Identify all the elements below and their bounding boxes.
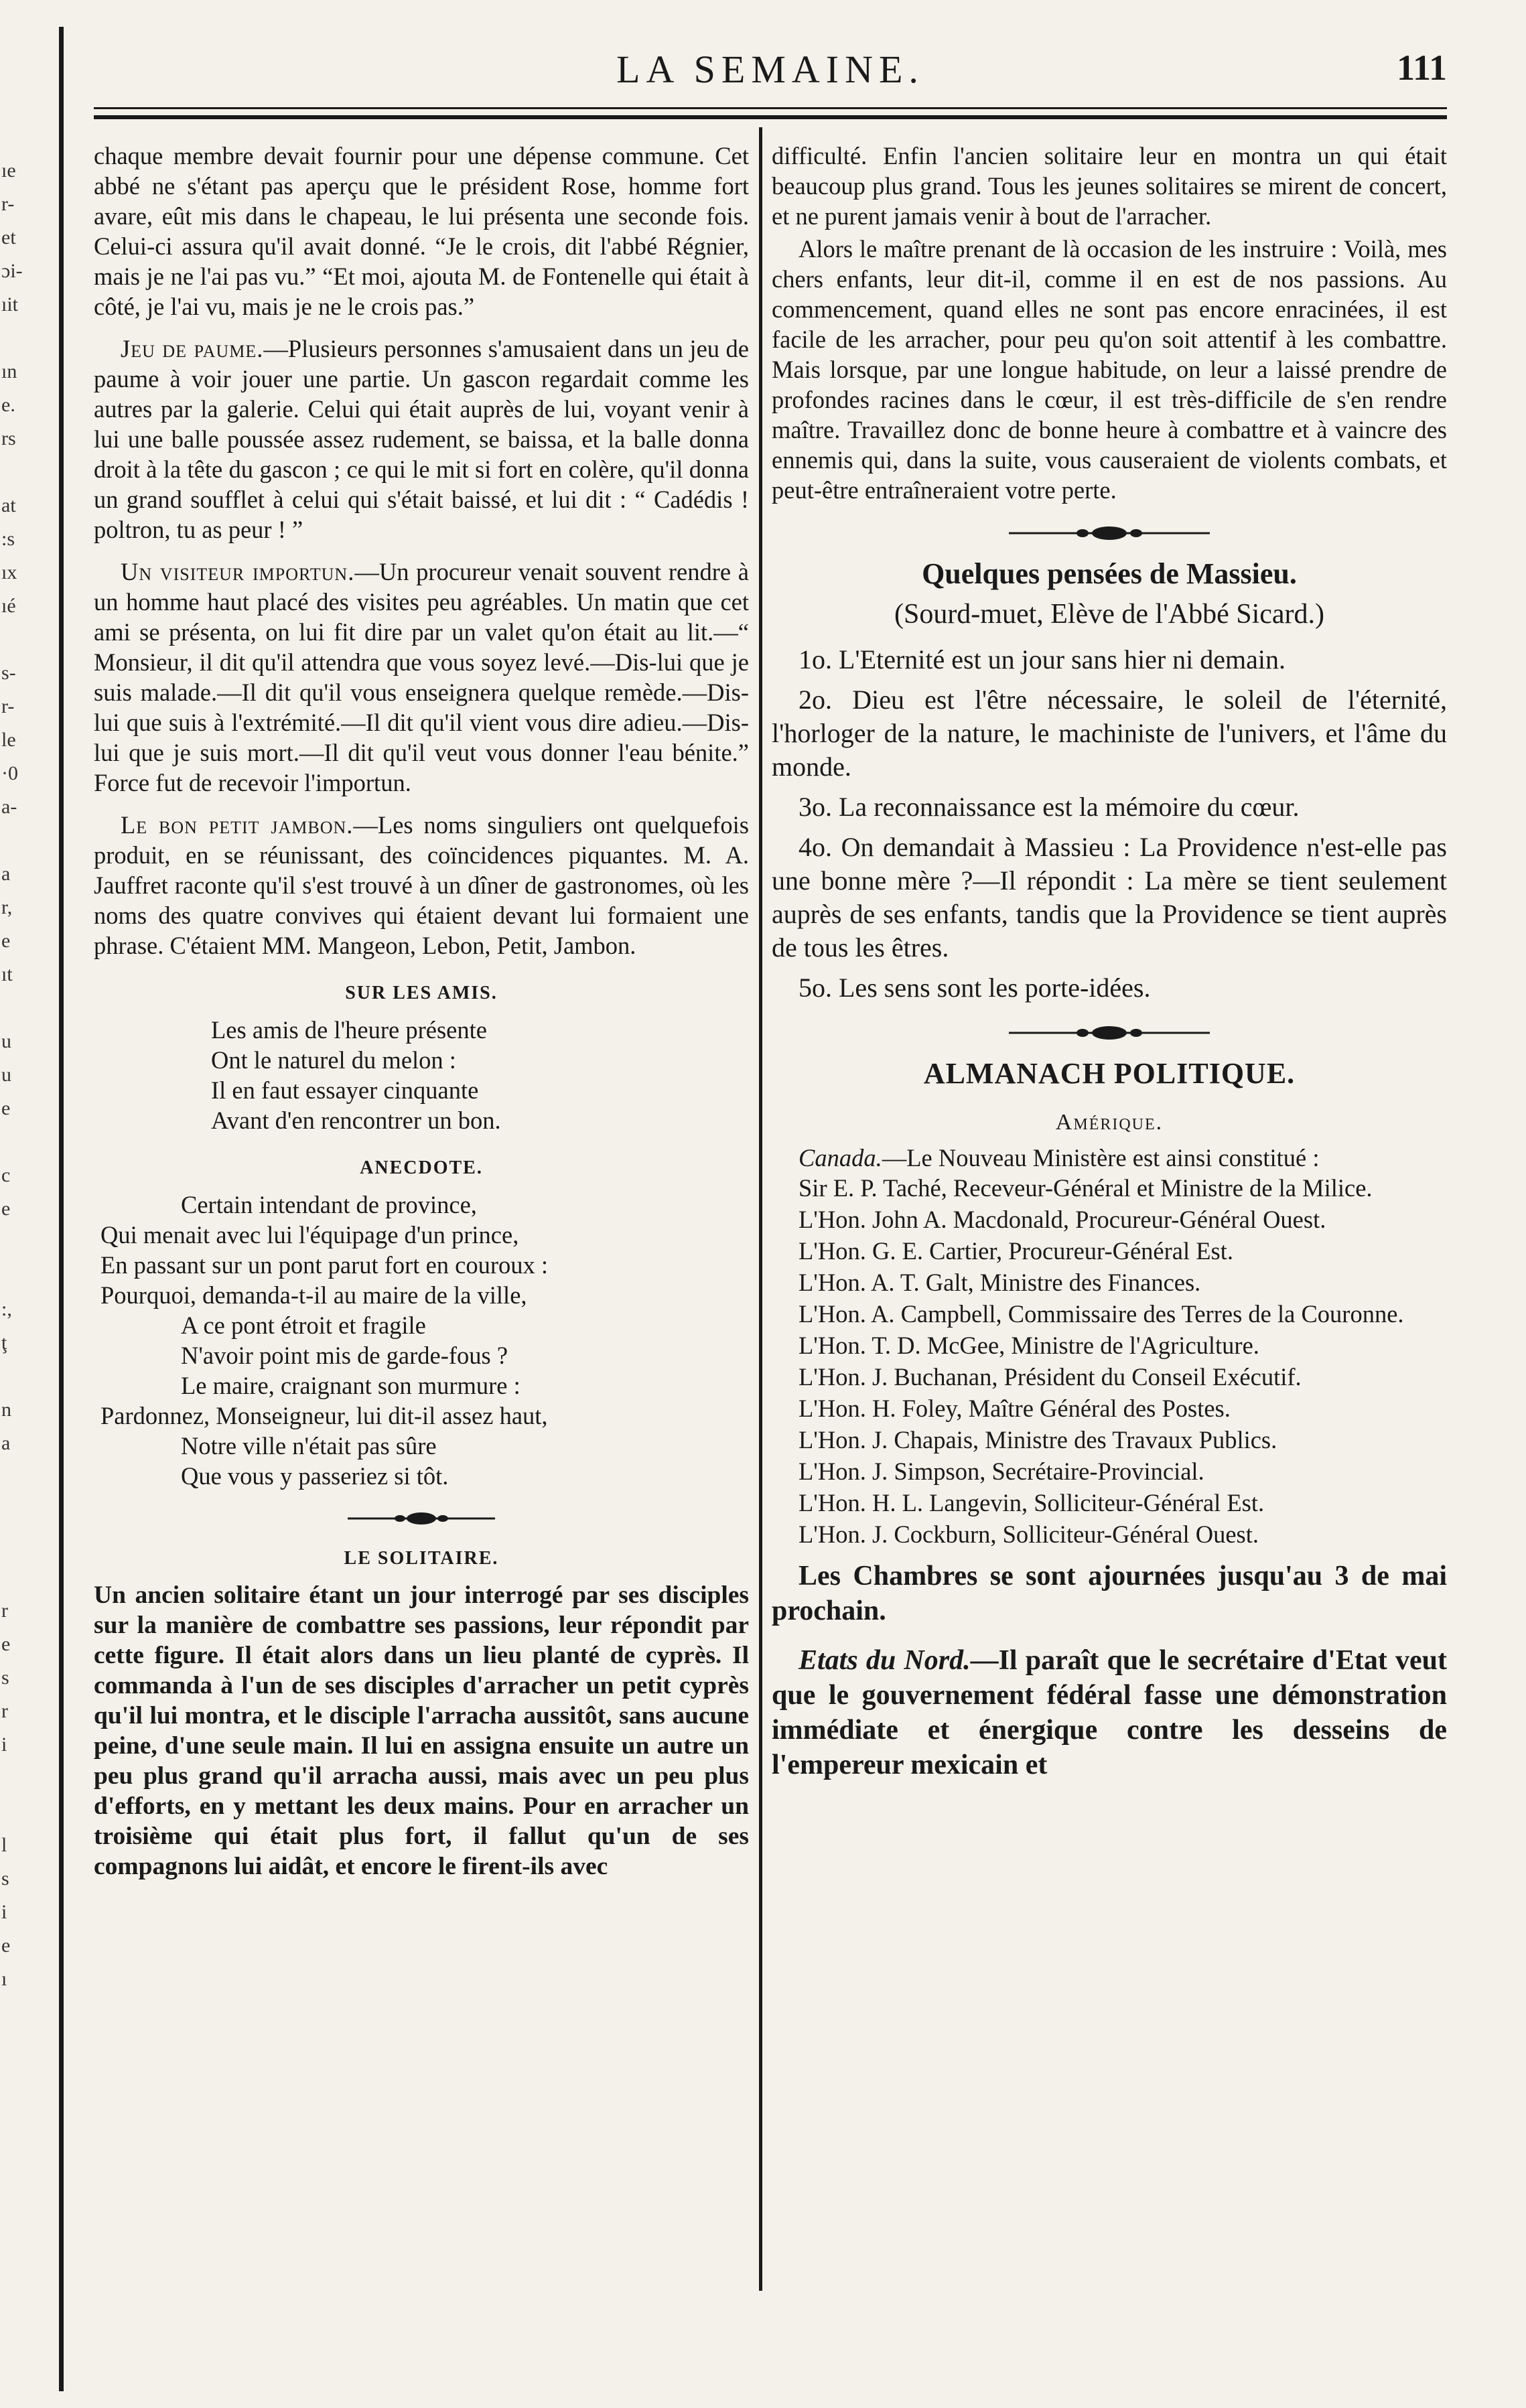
solitaire-moral: Alors le maître prenant de là occasion de les instruire : Voilà, mes chers enfants, leur dit-il, comme il en est de nos passions. Au commencement, quand elles ne sont pas encore enracinées, il est facile de les arracher, pour peu qu'on soit attentif à les combattre. Mais lorsque, par une longue habitude, on leur a laissé prendre de profondes racines dans le cœur, il est très-difficile de s'en rendre maître. Travaillez donc de bonne heure à combattre et à vaincre des ennemis qui, dans la suite, vous causeraient de violents combats, et peut-être entraîneraient votre perte. [772,235,1447,504]
section-ornament [772,525,1447,541]
minister-entry: L'Hon. A. T. Galt, Ministre des Finances. [799,1269,1201,1296]
poem-line: Que vous y passeriez si tôt. [181,1462,449,1490]
jeu-de-paume-heading: Jeu de paume. [121,335,264,362]
gutter-fragment: r- [1,695,15,717]
gutter-fragment: s [1,1667,9,1689]
jeu-de-paume-paragraph [94,334,749,545]
ornament-rule-icon [1009,525,1210,541]
gutter-fragment [1,455,48,489]
canada-text: —Le Nouveau Ministère est ainsi constitué : [882,1144,1320,1172]
header-rule-thick [94,115,1447,119]
minister-entry: L'Hon. John A. Macdonald, Procureur-Général Ouest. [799,1206,1326,1233]
poem-line: Le maire, craignant son murmure : [181,1372,521,1399]
solitaire-text: Un ancien solitaire étant un jour interrogé par ses disciples sur la manière de combattre ses passions, leur répondit par cette figure. Il était alors dans un lieu planté de cyprès. Il commanda à l'un de ses disciples d'arracher un petit cyprès qu'il lui montra, et le disciple l'arracha aussitôt, sans aucune peine, d'une seule main. Il lui en assigna ensuite un autre un peu plus grand qu'il arracha aussi, mais avec un peu plus d'efforts, en y mettant les deux mains. Pour en arracher un troisième qui était plus fort, il fallut qu'un de ses compagnons lui aidât, et encore le firent-ils avec [94,1581,749,1880]
poem-line: Pardonnez, Monseigneur, lui dit-il assez haut, [100,1402,548,1429]
anecdote-heading: ANECDOTE. [360,1157,483,1178]
ministers-list [772,1173,1447,1549]
solitaire-continued: difficulté. Enfin l'ancien solitaire leur en montra un qui était beaucoup plus grand. Tous les jeunes solitaires se mirent de concert, et ne purent jamais venir à bout de l'arracher. [772,142,1447,230]
jambon-text: —Les noms singuliers ont quelquefois produit, en se réunissant, des coïncidences piquantes. M. A. Jauffret raconte qu'il s'est trouvé à un dîner de gastronomes, où les noms des quatre convives qui étaient devant lui formaient une phrase. C'étaient MM. Mangeon, Lebon, Petit, Jambon. [94,811,749,959]
anecdote-intro-text: chaque membre devait fournir pour une dépense commune. Cet abbé ne s'étant pas aperçu que le président Rose, homme fort avare, eût mis dans le chapeau, le lui présenta une seconde fois. Celui-ci assura qu'il avait donné. “Je le crois, dit l'abbé Régnier, mais je ne l'ai pas vu.” “Et moi, ajouta M. de Fontenelle qui était à côté, je l'ai vu, mais je ne le crois pas.” [94,142,749,320]
minister-entry: L'Hon. J. Cockburn, Solliciteur-Général Ouest. [799,1520,1259,1548]
gutter-fragment: r [1,1700,8,1722]
journal-title: LA SEMAINE. [616,48,924,91]
gutter-fragment: at [1,494,16,516]
minister-entry: L'Hon. H. L. Langevin, Solliciteur-Général Est. [799,1489,1265,1516]
gutter-fragment: a [1,863,11,885]
left-column [94,141,749,1882]
gutter-fragment: ıt [1,963,13,985]
gutter-fragment: e [1,1198,11,1220]
minister-entry: L'Hon. J. Buchanan, Président du Conseil Exécutif. [799,1363,1302,1391]
gutter-fragment [1,1996,48,2030]
visiteur-text: —Un procureur venait souvent rendre à un homme haut placé des visites peu agréables. Un matin que cet ami se présenta, on lui fit dire par un valet qu'on était au lit.—“ Monsieur, il dit qu'il attendra que vous soyez levé.—Dis-lui que je suis malade.—Il dit qu'il vous enseignera quelque remède.—Dis-lui que suis à l'extrémité.—Il dit qu'il vient vous dire adieu.—Dis-lui que je suis mort.—Il dit qu'il veut vous donner l'eau bénite.” Force fut de recevoir l'importun. [94,558,749,796]
section-ornament [94,1511,749,1526]
minister-entry: L'Hon. G. E. Cartier, Procureur-Général Est. [799,1237,1233,1265]
gutter-fragment [1,623,48,656]
minister-entry: L'Hon. A. Campbell, Commissaire des Terres de la Couronne. [799,1300,1404,1328]
gutter-fragment: e [1,1934,11,1957]
massieu-subtitle: (Sourd-muet, Elève de l'Abbé Sicard.) [894,599,1325,630]
gutter-fragment: e [1,1097,11,1119]
gutter-fragment: rs [1,427,16,449]
gutter-fragment: c [1,1164,11,1186]
gutter-fragment: ın [1,360,17,382]
ornament-rule-icon [1009,1025,1210,1041]
gutter-fragment [1,2030,48,2063]
gutter-fragment [1,1795,48,1829]
gutter-fragment: u [1,1064,11,1086]
gutter-fragment [1,1259,48,1293]
etats-du-nord-paragraph [772,1643,1447,1782]
page-number: 111 [1396,48,1447,88]
gutter-fragment: ıit [1,293,19,315]
gutter-fragment: e. [1,394,15,416]
gutter-fragment: ıx [1,561,17,583]
jeu-de-paume-text: —Plusieurs personnes s'amusaient dans un jeu de paume à voir jouer une partie. Un gascon regardait comme les autres par la galerie. Celui qui était auprès de lui, voyant venir à lui une balle poussée assez rudement, se baissa, et la balle donna droit à la tête du gascon ; ce qui le mit si fort en colère, qu'il donna un grand soufflet à celui qui s'était baissé, et lui dit : “ Cadédis ! poltron, tu as peur ! ” [94,335,749,543]
poem-line: Les amis de l'heure présente [211,1016,487,1044]
gutter-fragment: et [1,226,16,249]
gutter-fragment: r, [1,896,13,918]
gutter-fragment [1,322,48,355]
gutter-fragment: ıe [1,159,16,182]
jambon-paragraph [94,810,749,961]
minister-entry: L'Hon. J. Chapais, Ministre des Travaux Publics. [799,1426,1277,1454]
gutter-fragment: ı [1,1968,7,1990]
thought-item: 2o. Dieu est l'être nécessaire, le soleil de l'éternité, l'horloger de la nature, le machiniste de l'univers, et l'âme du monde. [772,685,1447,782]
gutter-fragment: e [1,930,11,952]
gutter-fragment [1,1226,48,1259]
gutter-fragment [1,991,48,1025]
solitaire-heading: LE SOLITAIRE. [344,1548,499,1569]
gutter-fragment [1,824,48,857]
poem-line: Qui menait avec lui l'équipage d'un prince, [100,1221,519,1249]
right-column [772,141,1447,1782]
thought-item: 3o. La reconnaissance est la mémoire du cœur. [799,792,1300,822]
almanach-title: ALMANACH POLITIQUE. [923,1057,1296,1090]
sur-les-amis-heading: SUR LES AMIS. [345,983,498,1003]
gutter-fragment: s [1,1867,9,1890]
anecdote-poem [94,1190,749,1491]
column-divider [759,127,762,2291]
gutter-fragment: ţ [1,1332,7,1354]
gutter-fragment: i [1,1901,7,1923]
minister-entry: L'Hon. J. Simpson, Secrétaire-Provincial. [799,1458,1204,1485]
thought-item: 4o. On demandait à Massieu : La Providence n'est-elle pas une bonne mère ?—Il répondit : La mère se tient seulement auprès de ses enfants, tandis que la Providence se tient auprès de tous les êtres. [772,832,1447,963]
sur-les-amis-poem [94,1015,749,1135]
gutter-fragment: :, [1,1298,12,1320]
visiteur-paragraph [94,557,749,798]
minister-entry: Sir E. P. Taché, Receveur-Général et Ministre de la Milice. [799,1174,1373,1202]
poem-line: Ont le naturel du melon : [211,1046,456,1074]
gutter-fragment: a [1,1432,11,1454]
gutter-fragment: a- [1,796,17,818]
gutter-fragment: ıé [1,595,16,617]
massieu-thoughts [772,643,1447,1005]
visiteur-heading: Un visiteur importun. [121,558,355,585]
ornament-rule-icon [348,1511,495,1526]
gutter-fragment [1,1527,48,1561]
poem-line: Pourquoi, demanda-t-il au maire de la ville, [100,1281,527,1309]
gutter-fragment [1,1360,48,1393]
header-rule [94,107,1447,109]
gutter-fragment: r- [1,193,15,215]
thought-item: 5o. Les sens sont les porte-idées. [799,973,1151,1003]
gutter-fragment: n [1,1399,11,1421]
jambon-heading: Le bon petit jambon. [121,811,354,839]
gutter-fragment: i [1,1733,7,1756]
gutter-fragment [1,1460,48,1494]
gutter-fragment: ɔi- [1,260,23,282]
canada-label: Canada. [799,1144,882,1172]
minister-entry: L'Hon. T. D. McGee, Ministre de l'Agriculture. [799,1332,1259,1359]
left-margin-rule [59,27,64,2391]
amerique-heading: Amérique. [1055,1110,1164,1135]
gutter-fragment: :s [1,528,15,550]
previous-page-bleed-text [1,154,48,2063]
gutter-fragment [1,1125,48,1159]
gutter-fragment: l [1,1834,7,1856]
page-header [94,47,1447,100]
gutter-fragment: le [1,729,16,751]
gutter-fragment: s- [1,662,16,684]
gutter-fragment [1,1494,48,1527]
poem-line: En passant sur un pont parut fort en couroux : [100,1251,549,1279]
poem-line: Notre ville n'était pas sûre [181,1432,437,1460]
gutter-fragment: u [1,1030,11,1052]
section-ornament [772,1025,1447,1041]
poem-line: A ce pont étroit et fragile [181,1312,426,1339]
poem-line: Certain intendant de province, [181,1191,477,1218]
thought-item: 1o. L'Eternité est un jour sans hier ni demain. [799,644,1286,675]
gutter-fragment [1,1561,48,1594]
gutter-fragment [1,1762,48,1795]
poem-line: Il en faut essayer cinquante [211,1076,479,1104]
minister-entry: L'Hon. H. Foley, Maître Général des Postes. [799,1395,1231,1422]
canada-paragraph [772,1143,1447,1173]
chambres-notice: Les Chambres se sont ajournées jusqu'au 3 de mai prochain. [772,1561,1447,1626]
massieu-title: Quelques pensées de Massieu. [922,557,1297,590]
etats-du-nord-label: Etats du Nord. [799,1645,971,1676]
etats-du-nord-text: —Il paraît que le secrétaire d'Etat veut que le gouvernement fédéral fasse une démonstration immédiate et énergique contre les desseins de l'empereur mexicain et [772,1645,1447,1780]
gutter-fragment: ·0 [1,762,18,784]
poem-line: N'avoir point mis de garde-fous ? [181,1342,508,1369]
gutter-fragment: e [1,1633,11,1655]
gutter-fragment: r [1,1600,8,1622]
poem-line: Avant d'en rencontrer un bon. [211,1107,501,1134]
